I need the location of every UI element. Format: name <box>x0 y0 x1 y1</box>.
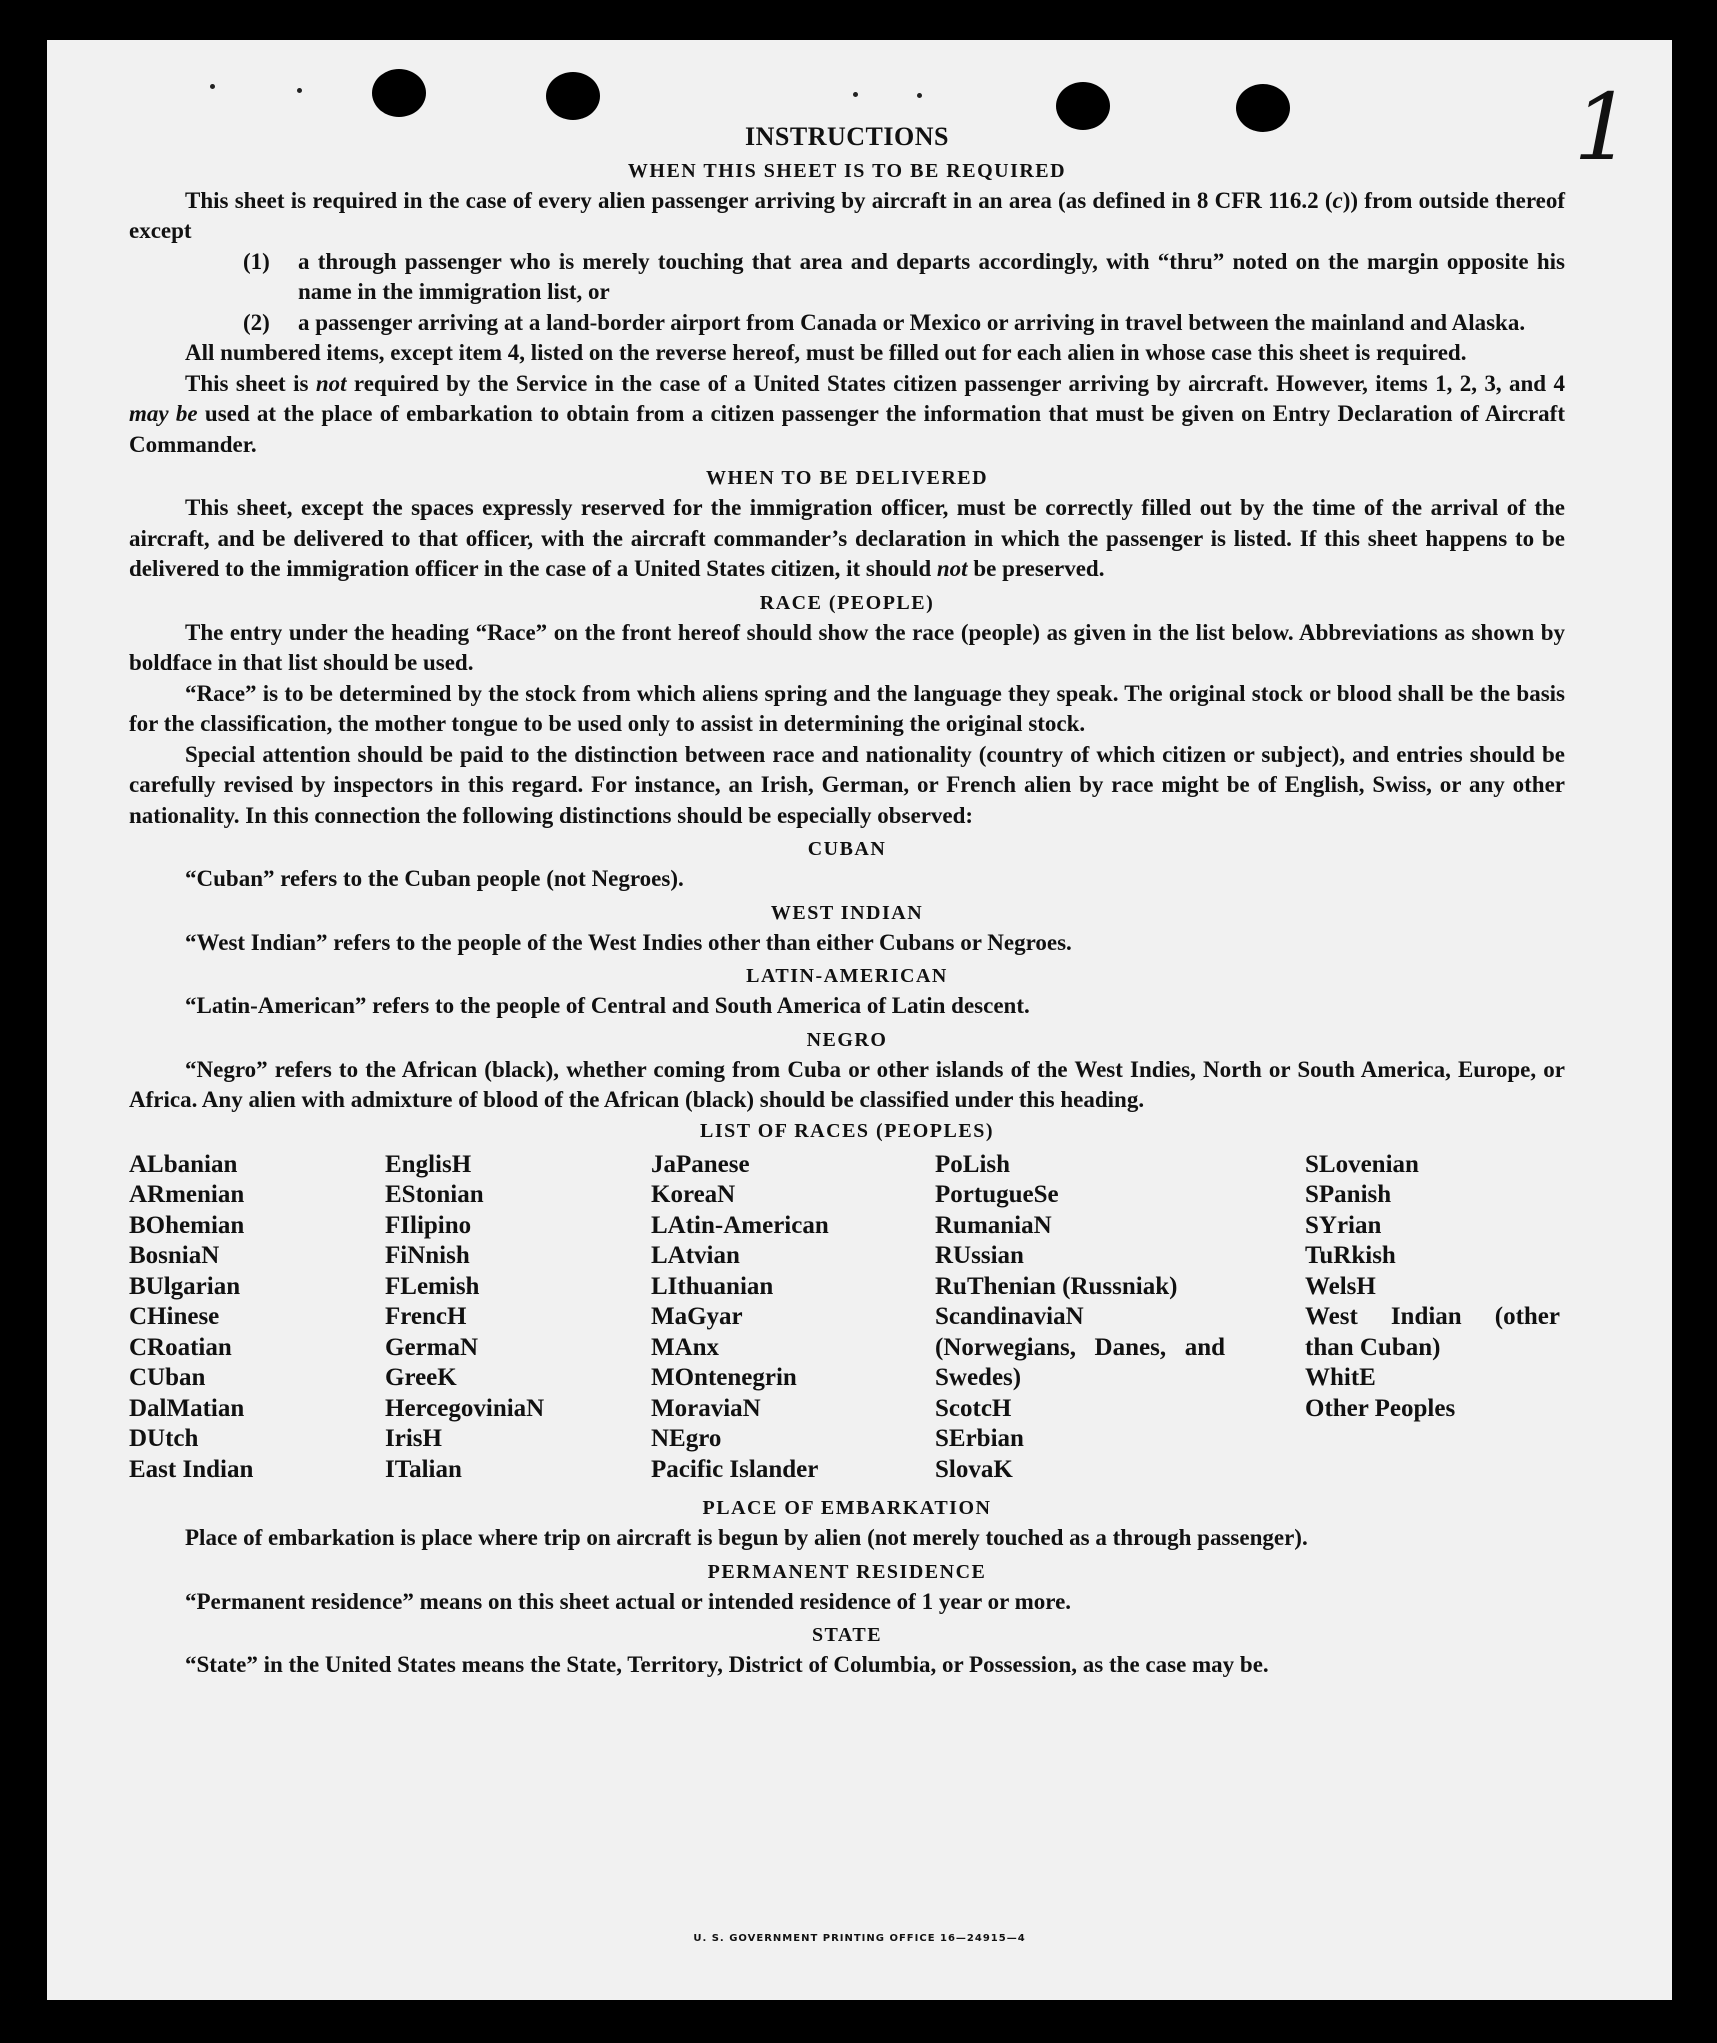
printing-office-footer: U. S. GOVERNMENT PRINTING OFFICE 16—24915—4 <box>693 1933 1026 1944</box>
text-run: This sheet, except the spaces expressly reserved for the immigration officer, must be correctly filled out by the time of the arrival of the aircraft, and be delivered to that officer, with the aircraft commander’s declaration in which the passenger is listed. If this sheet happens to be delivered to the immigration officer in the case of a United States citizen, it should <box>129 495 1565 581</box>
section-heading: LATIN-AMERICAN <box>746 965 948 987</box>
race-item: WhitE <box>1305 1364 1376 1391</box>
race-item: Other Peoples <box>1305 1394 1456 1422</box>
speck <box>297 88 302 93</box>
paragraph: “Permanent residence” means on this sheet actual or intended residence of 1 year or more. <box>185 1588 1072 1614</box>
race-item: MAnx <box>651 1333 720 1361</box>
paragraph: “Race” is to be determined by the stock from which aliens spring and the language they speak. The original stock or blood shall be the basis for the classification, the mother tongue to be used only to assist in determining the original stock. <box>129 680 1565 736</box>
speck <box>210 84 215 89</box>
race-item: PoLish <box>935 1150 1011 1178</box>
race-item: Pacific Islander <box>651 1455 819 1483</box>
race-item: LAtin-American <box>651 1211 829 1239</box>
paragraph <box>129 493 1565 585</box>
race-item: EStonian <box>385 1181 484 1208</box>
section-heading: LIST OF RACES (PEOPLES) <box>699 1119 994 1142</box>
numbered-item <box>243 308 1565 339</box>
race-column <box>651 1150 935 1486</box>
race-item: CHinese <box>129 1303 220 1330</box>
race-item: SErbian <box>935 1425 1024 1452</box>
text-run: required by the Service in the case of a United States citizen passenger arriving by aircraft. However, items 1, 2, 3, and 4 <box>346 370 1565 396</box>
paragraph: Special attention should be paid to the distinction between race and nationality (country of which citizen or subject), and entries should be carefully revised by inspectors in this regard. For instance, an Irish, German, or French alien by race might be of English, Swiss, or any other nationality. In this connection the following distinctions should be especially observed: <box>129 741 1565 828</box>
race-list <box>129 1150 1565 1486</box>
numbered-item <box>243 247 1565 308</box>
paragraph: The entry under the heading “Race” on the front hereof should show the race (people) as given in the list below. Abbreviations as shown by boldface in that list should be used. <box>129 619 1565 675</box>
race-column <box>935 1150 1305 1486</box>
race-item: CUban <box>129 1364 206 1391</box>
race-item: ALbanian <box>129 1150 238 1178</box>
race-item: ARmenian <box>129 1181 245 1208</box>
race-item: LAtvian <box>651 1242 740 1269</box>
section-heading: WHEN TO BE DELIVERED <box>705 467 989 489</box>
paragraph: “State” in the United States means the State, Territory, District of Columbia, or Possession, as the case may be. <box>185 1652 1269 1677</box>
race-item: West Indian (other than Cuban) <box>1305 1303 1560 1361</box>
race-item: EnglisH <box>385 1150 472 1178</box>
race-item: SLovenian <box>1305 1150 1419 1178</box>
section-heading: PLACE OF EMBARKATION <box>702 1497 992 1519</box>
paragraph: “Latin-American” refers to the people of Central and South America of Latin descent. <box>185 993 1030 1018</box>
text-run: c <box>1332 187 1343 213</box>
text-run: be preserved. <box>967 556 1105 581</box>
text-run: This sheet is <box>185 370 316 396</box>
paragraph <box>129 186 1565 247</box>
section-heading: WHEN THIS SHEET IS TO BE REQUIRED <box>627 159 1067 182</box>
race-item: BUlgarian <box>129 1272 241 1300</box>
race-item: SPanish <box>1305 1181 1392 1208</box>
race-item: LIthuanian <box>651 1272 774 1300</box>
race-item: RUssian <box>935 1242 1024 1269</box>
speck <box>853 92 858 97</box>
text-run: not <box>315 370 347 396</box>
race-item: SYrian <box>1305 1211 1382 1239</box>
race-item: GermaN <box>385 1333 479 1361</box>
race-item: GreeK <box>385 1364 457 1391</box>
instructions-body <box>129 118 1565 1681</box>
race-item: CRoatian <box>129 1333 232 1361</box>
paragraph: “West Indian” refers to the people of the West Indies other than either Cubans or Negroes. <box>185 929 1072 955</box>
race-item: SlovaK <box>935 1455 1013 1483</box>
race-column <box>385 1150 651 1486</box>
race-column <box>1305 1150 1565 1486</box>
race-item: KoreaN <box>651 1181 736 1208</box>
race-item: DUtch <box>129 1425 199 1452</box>
race-item: ScandinaviaN (Norwegians, Danes, and Swedes) <box>935 1303 1225 1391</box>
page-number-mark: 1 <box>1573 74 1632 181</box>
page-title: INSTRUCTIONS <box>745 122 949 151</box>
race-item: RuThenian (Russniak) <box>935 1272 1178 1300</box>
race-item: FLemish <box>385 1272 480 1300</box>
section-heading: STATE <box>811 1624 883 1646</box>
paragraph: All numbered items, except item 4, listed on the reverse hereof, must be filled out for each alien in whose case this sheet is required. <box>185 340 1467 365</box>
item-number: (2) <box>243 309 270 335</box>
race-item: WelsH <box>1305 1272 1376 1300</box>
race-item: ScotcH <box>935 1394 1012 1422</box>
item-number: (1) <box>243 248 270 274</box>
document-sheet <box>47 40 1672 2000</box>
race-item: BosniaN <box>129 1242 220 1269</box>
race-item: PortugueSe <box>935 1181 1059 1208</box>
race-item: MoraviaN <box>651 1394 761 1422</box>
race-column <box>129 1150 385 1486</box>
race-item: FiNnish <box>385 1242 470 1269</box>
paragraph: Place of embarkation is place where trip on aircraft is begun by alien (not merely touched as a through passenger). <box>185 1525 1308 1550</box>
race-item: DalMatian <box>129 1394 245 1422</box>
paragraph: “Negro” refers to the African (black), whether coming from Cuba or other islands of the West Indies, North or South America, Europe, or Africa. Any alien with admixture of blood of the African (black) should be classified under this heading. <box>129 1056 1565 1112</box>
race-item: JaPanese <box>651 1150 750 1178</box>
race-item: TuRkish <box>1305 1242 1396 1269</box>
speck <box>917 93 922 98</box>
text-run: This sheet is required in the case of every alien passenger arriving by aircraft in an area (as defined in 8 CFR 116.2 ( <box>185 187 1333 213</box>
section-heading: WEST INDIAN <box>770 901 924 924</box>
race-item: ITalian <box>385 1455 462 1483</box>
section-heading: CUBAN <box>807 838 887 860</box>
race-item: MaGyar <box>651 1303 743 1330</box>
race-item: FIlipino <box>385 1211 472 1239</box>
punch-hole <box>546 72 600 120</box>
race-item: NEgro <box>651 1425 722 1452</box>
section-heading: RACE (PEOPLE) <box>759 591 935 614</box>
item-text: a passenger arriving at a land-border airport from Canada or Mexico or arriving in travel between the mainland and Alaska. <box>298 309 1526 335</box>
section-heading: PERMANENT RESIDENCE <box>707 1560 987 1583</box>
race-item: BOhemian <box>129 1211 245 1239</box>
paragraph <box>129 369 1565 461</box>
text-run: used at the place of embarkation to obtain from a citizen passenger the information that must be given on Entry Declaration of Aircraft Commander. <box>129 401 1566 457</box>
race-item: IrisH <box>385 1425 442 1452</box>
item-text: a through passenger who is merely touching that area and departs accordingly, with “thru” noted on the margin opposite his name in the immigration list, or <box>298 248 1565 304</box>
race-item: FrencH <box>385 1303 467 1330</box>
race-item: MOntenegrin <box>651 1364 797 1391</box>
text-run: not <box>936 556 968 581</box>
paragraph: “Cuban” refers to the Cuban people (not Negroes). <box>185 866 684 891</box>
text-run: )) from outside thereof except <box>129 187 1565 243</box>
text-run: may be <box>129 401 198 426</box>
punch-hole <box>372 69 426 117</box>
race-item: East Indian <box>129 1455 254 1483</box>
race-item: RumaniaN <box>935 1211 1052 1239</box>
race-item: HercegoviniaN <box>385 1394 545 1422</box>
section-heading: NEGRO <box>806 1028 888 1051</box>
